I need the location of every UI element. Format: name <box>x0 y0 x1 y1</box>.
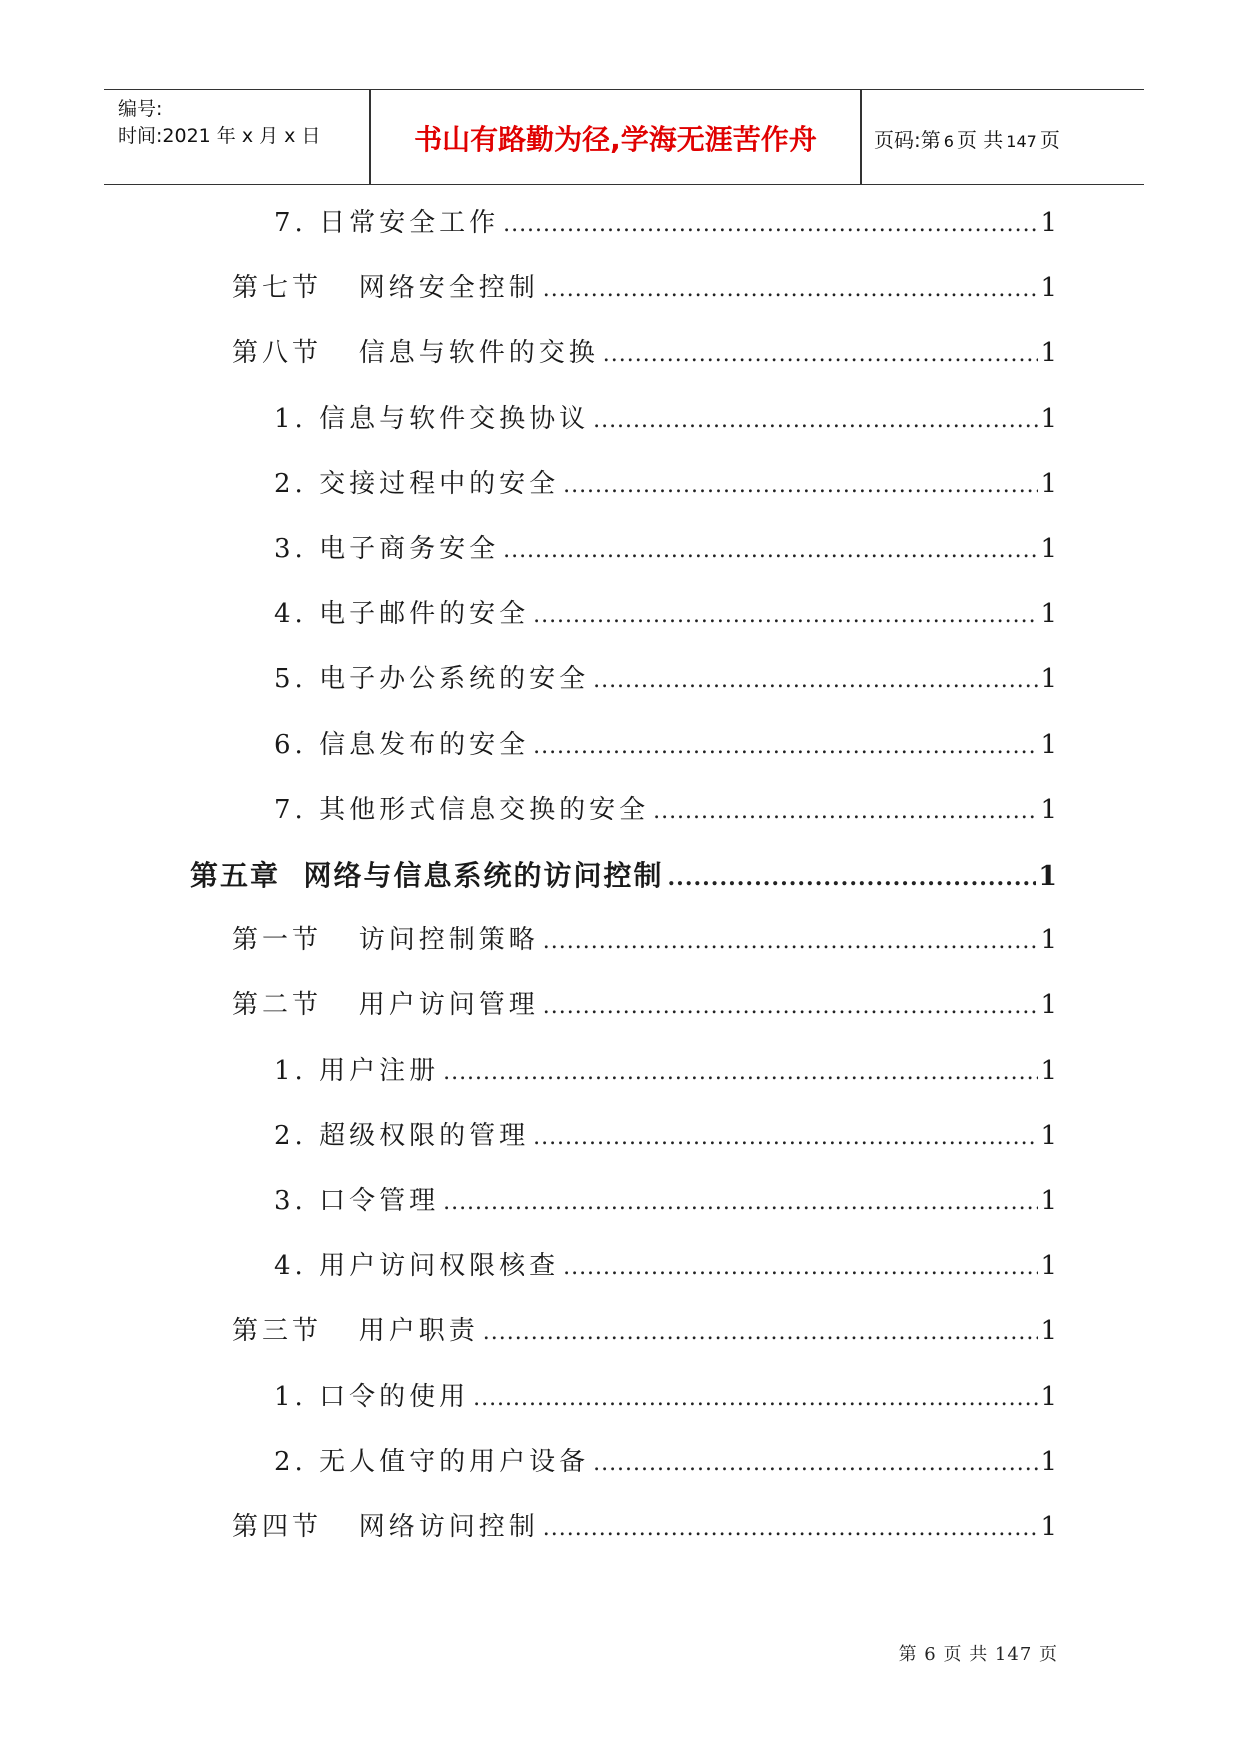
toc-entry[interactable] <box>232 1506 1057 1546</box>
toc-leader-dots <box>603 342 1039 367</box>
toc-entry[interactable] <box>274 463 1057 503</box>
toc-entry-label: 第三节 用户职责 <box>232 1316 479 1347</box>
header-meta <box>118 96 320 150</box>
toc-entry-label: 1. 口令的使用 <box>274 1381 470 1412</box>
toc-leader-dots <box>593 668 1038 693</box>
toc-leader-dots <box>543 277 1039 302</box>
toc-entry[interactable] <box>274 724 1057 764</box>
toc-entry-label: 4. 电子邮件的安全 <box>274 599 530 630</box>
page-header <box>104 89 1144 185</box>
toc-entry[interactable] <box>232 267 1057 307</box>
toc-leader-dots <box>543 994 1039 1019</box>
toc-leader-dots <box>563 473 1038 498</box>
page-mid: 页 共 <box>956 128 1004 152</box>
toc-entry-page: 1 <box>1040 1120 1057 1151</box>
toc-entry-label: 2. 超级权限的管理 <box>274 1120 530 1151</box>
toc-leader-dots <box>593 1451 1038 1476</box>
toc-entry-page: 1 <box>1038 861 1057 892</box>
toc-entry-label: 3. 口令管理 <box>274 1186 440 1216</box>
toc-entry-page: 1 <box>1040 1446 1057 1477</box>
toc-entry[interactable] <box>274 398 1057 438</box>
page-suffix: 页 <box>1039 128 1060 152</box>
header-divider <box>860 90 862 184</box>
toc-leader-dots <box>533 603 1038 628</box>
toc-entry-label: 第二节 用户访问管理 <box>232 990 539 1021</box>
toc-entry-page: 1 <box>1040 599 1057 630</box>
toc-leader-dots <box>563 1255 1038 1280</box>
toc-entry-page: 1 <box>1040 1251 1057 1282</box>
toc-entry-label: 第八节 信息与软件的交换 <box>232 338 599 369</box>
page-total: 147 <box>1006 132 1037 151</box>
toc-entry[interactable] <box>232 332 1057 372</box>
page-footer: 第 6 页 共 147 页 <box>898 1644 1058 1665</box>
toc-leader-dots <box>543 929 1039 954</box>
document-time-label: 时间:2021 年 x 月 x 日 <box>118 125 321 147</box>
toc-leader-dots <box>483 1320 1039 1345</box>
toc-entry-page: 1 <box>1040 1055 1057 1086</box>
toc-entry[interactable] <box>274 202 1057 242</box>
header-motto: 书山有路勤为径,学海无涯苦作舟 <box>414 123 817 156</box>
toc-entry[interactable] <box>274 1115 1057 1155</box>
toc-entry-page: 1 <box>1040 468 1057 499</box>
toc-entry[interactable] <box>274 1376 1057 1416</box>
toc-leader-dots <box>443 1190 1038 1215</box>
toc-entry[interactable] <box>274 1441 1057 1481</box>
toc-leader-dots <box>503 538 1038 563</box>
toc-entry-page: 1 <box>1040 208 1057 238</box>
page-current: 6 <box>943 132 954 151</box>
toc-entry-page: 1 <box>1040 664 1057 695</box>
toc-entry-label: 1. 用户注册 <box>274 1055 440 1086</box>
toc-entry-page: 1 <box>1040 273 1057 304</box>
toc-entry-label: 3. 电子商务安全 <box>274 534 500 564</box>
toc-entry-page: 1 <box>1040 338 1057 369</box>
toc-leader-dots <box>473 1386 1038 1411</box>
toc-leader-dots <box>653 799 1038 824</box>
toc-entry-label: 6. 信息发布的安全 <box>274 729 530 760</box>
toc-entry-label: 2. 交接过程中的安全 <box>274 468 560 499</box>
toc-leader-dots <box>593 408 1038 433</box>
toc-entry-page: 1 <box>1040 1316 1057 1347</box>
toc-entry[interactable] <box>274 1180 1057 1220</box>
toc-entry[interactable] <box>274 789 1057 829</box>
toc-entry-page: 1 <box>1040 990 1057 1021</box>
toc-entry[interactable] <box>274 528 1057 568</box>
toc-entry[interactable] <box>190 854 1057 894</box>
toc-entry-label: 5. 电子办公系统的安全 <box>274 664 590 695</box>
header-page-info <box>874 124 1060 153</box>
toc-entry-page: 1 <box>1040 794 1057 825</box>
page-prefix: 页码:第 <box>874 128 941 152</box>
toc-entry-page: 1 <box>1040 729 1057 760</box>
toc-leader-dots <box>668 865 1037 891</box>
toc-entry-page: 1 <box>1040 534 1057 564</box>
toc-entry[interactable] <box>274 593 1057 633</box>
toc-entry[interactable] <box>274 1245 1057 1285</box>
toc-entry-page: 1 <box>1040 403 1057 434</box>
toc-entry-label: 第一节 访问控制策略 <box>232 925 539 956</box>
toc-entry-page: 1 <box>1040 1186 1057 1216</box>
toc-entry-label: 7. 日常安全工作 <box>274 208 500 238</box>
toc-leader-dots <box>533 1125 1038 1150</box>
toc-entry-label: 第五章 网络与信息系统的访问控制 <box>190 859 664 892</box>
toc-entry-label: 2. 无人值守的用户设备 <box>274 1446 590 1477</box>
toc-entry[interactable] <box>232 984 1057 1024</box>
document-number-label: 编号: <box>118 98 163 120</box>
toc-entry-page: 1 <box>1040 1512 1057 1542</box>
toc-entry-label: 第四节 网络访问控制 <box>232 1512 539 1542</box>
toc-entry-page: 1 <box>1040 925 1057 956</box>
toc-entry[interactable] <box>232 919 1057 959</box>
toc-leader-dots <box>533 734 1038 759</box>
toc-leader-dots <box>543 1516 1039 1541</box>
toc-entry[interactable] <box>274 658 1057 698</box>
toc-entry-label: 1. 信息与软件交换协议 <box>274 403 590 434</box>
toc-entry-page: 1 <box>1040 1381 1057 1412</box>
toc-entry-label: 4. 用户访问权限核查 <box>274 1251 560 1282</box>
toc-entry[interactable] <box>274 1050 1057 1090</box>
toc-entry-label: 第七节 网络安全控制 <box>232 273 539 304</box>
toc-entry[interactable] <box>232 1310 1057 1350</box>
toc-entry-label: 7. 其他形式信息交换的安全 <box>274 794 650 825</box>
toc-leader-dots <box>443 1060 1038 1085</box>
toc-leader-dots <box>503 212 1038 237</box>
